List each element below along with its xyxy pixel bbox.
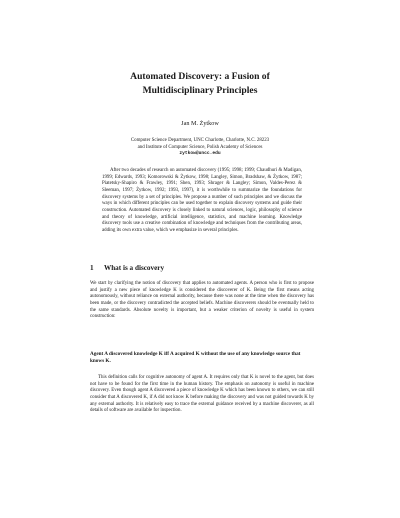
section-title: What is a discovery (104, 264, 165, 272)
affiliation-line-2: and Institute of Computer Science, Polish Academy of Sciences (137, 144, 263, 150)
section-heading (90, 264, 314, 272)
body-paragraph-2 (90, 375, 314, 415)
principle-statement: Agent A discovered knowledge K iff A acquired K without the use of any knowledge source that knows K. (90, 351, 301, 364)
author-name: Jan M. Żytkow (181, 120, 219, 127)
title-line-2: Multidisciplinary Principles (142, 85, 258, 96)
author-email: zytkow@uncc.edu (179, 151, 221, 157)
paper-title (60, 70, 340, 98)
paragraph-2-text: This definition calls for cognitive autonomy of agent A. It requires only that K is novel to the agent, but does not have to be found for the first time in the human history. The emphasis on autonomy is useful in machine discovery. Even though agent A discovered a piece of knowledge K which has been known to others, we can still consider that A discovered K, if A did not know K before making the discovery and was not guided towards K by any external authority. It is relatively easy to trace the external guidance received by a machine discoverer, as all details of software are available for inspection. (90, 375, 314, 414)
title-line-1: Automated Discovery: a Fusion of (130, 71, 270, 82)
body-paragraph-1: We start by clarifying the notion of discovery that applies to automated agents. A person who is first to propose and justify a new piece of knowledge K is considered the discoverer of K. Being the first means acting autonomously, without reliance on external authority, because there was none at the time when the discovery has been made, or the discovery contradicted the accepted beliefs. Machine discoverers should be eventually held to the same standards. Absolute novelty is important, but a weaker criterion of novelty is useful in system construction: (90, 281, 314, 320)
abstract-text: After two decades of research on automated discovery (1995; 1998; 1999; Chaudhuri & Madigan, 1999; Edwards, 1993; Komorowski & Żytkow, 1998; Langley, Simon, Bradshaw, & Żytkow, 1987; Piatetsky-Shapiro & Frawley, 1991; Shen, 1993; Shrager & Langley; Simon, Valdes-Perez & Sleeman, 1997; Żytkow, 1992; 1993, 1997), it is worthwhile to summarize the foundations for discovery systems by a set of principles. We propose a number of such principles and we discuss the ways in which different principles can be used together to explain discovery systems and guide their construction. Automated discovery is closely linked to natural sciences, logic, philosophy of science and theory of knowledge, artificial intelligence, statistics, and machine learning. Knowledge discovery tools use a creative combination of knowledge and techniques from the contributing areas, adding its own extra value, which we emphasize in several principles. (102, 168, 302, 233)
abstract-paragraph (102, 168, 302, 235)
author-affiliation (60, 138, 340, 158)
section-number: 1 (90, 264, 94, 272)
affiliation-line-1: Computer Science Department, UNC Charlotte, Charlotte, N.C. 28223 (130, 138, 270, 143)
